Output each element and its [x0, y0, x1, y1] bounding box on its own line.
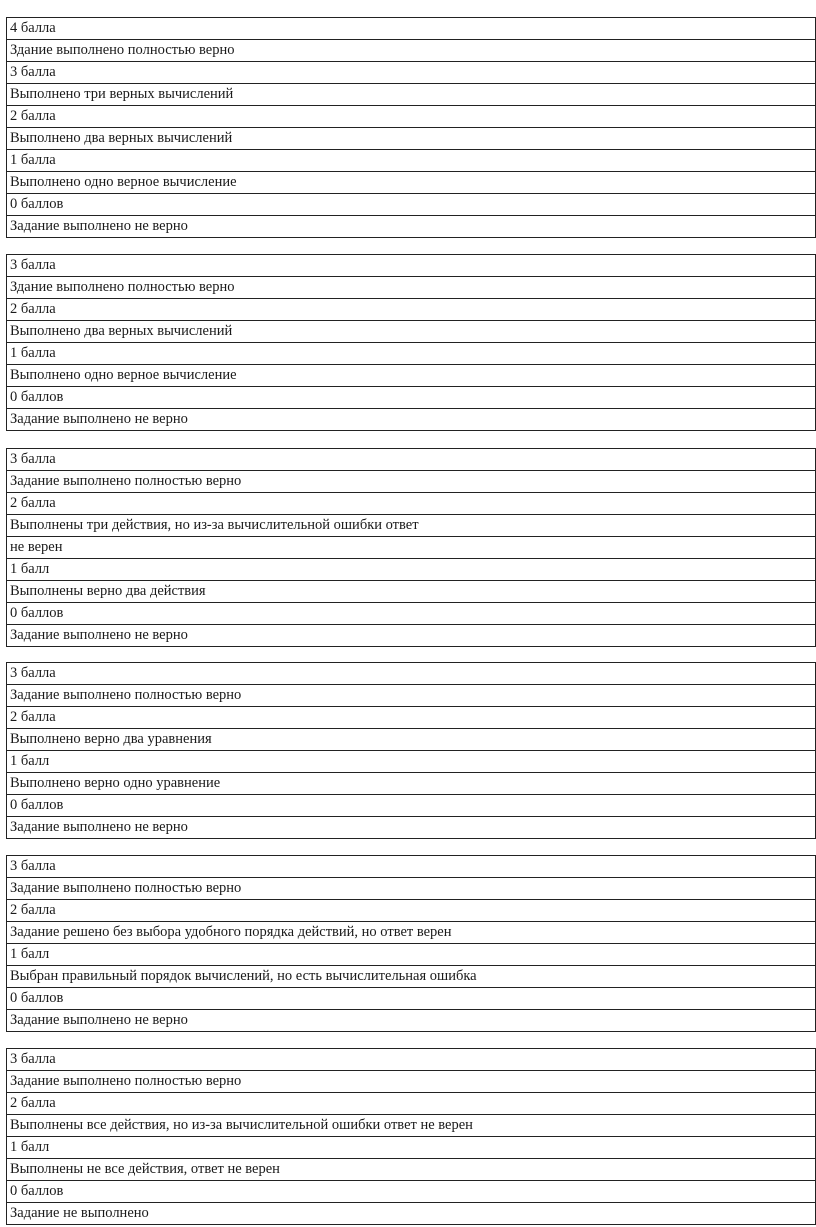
score-row: 3 балла	[7, 255, 815, 277]
score-row: 3 балла	[7, 62, 815, 84]
criterion-row: Задание выполнено не верно	[10, 1012, 188, 1028]
score-row: 2 балла	[7, 1093, 815, 1115]
criterion-row: Задание не выполнено	[10, 1205, 149, 1221]
score-row: 1 балла	[7, 150, 815, 172]
criterion-row: Выполнено верно одно уравнение	[7, 773, 815, 795]
criterion-row: Выполнено три верных вычислений	[7, 84, 815, 106]
criterion-row: Задание выполнено полностью верно	[7, 1071, 815, 1093]
grading-table-3	[6, 448, 816, 647]
criterion-row: Выполнено два верных вычислений	[7, 321, 815, 343]
score-row: 3 балла	[7, 449, 815, 471]
criterion-row: Задание выполнено не верно	[10, 218, 188, 234]
grading-table-1	[6, 17, 816, 238]
grading-table-5	[6, 855, 816, 1032]
score-row: 1 балл	[7, 751, 815, 773]
criterion-row: Выполнены три действия, но из-за вычислительной ошибки ответ	[7, 515, 815, 537]
criterion-row: Здание выполнено полностью верно	[7, 40, 815, 62]
score-row: 3 балла	[7, 663, 815, 685]
criterion-row: Выполнено верно два уравнения	[7, 729, 815, 751]
criterion-row: Задание выполнено полностью верно	[7, 878, 815, 900]
criterion-row: Выполнено одно верное вычисление	[7, 172, 815, 194]
score-row: 4 балла	[7, 18, 815, 40]
grading-table-6	[6, 1048, 816, 1225]
score-row: 0 баллов	[7, 603, 815, 625]
score-row: 2 балла	[7, 299, 815, 321]
score-row: 2 балла	[7, 900, 815, 922]
criterion-row: Задание решено без выбора удобного порядка действий, но ответ верен	[7, 922, 815, 944]
grading-table-2	[6, 254, 816, 431]
score-row: 2 балла	[7, 493, 815, 515]
score-row: 0 баллов	[7, 795, 815, 817]
criterion-row: Выбран правильный порядок вычислений, но есть вычислительная ошибка	[7, 966, 815, 988]
criterion-row: Задание выполнено полностью верно	[7, 471, 815, 493]
criterion-row: Задание выполнено полностью верно	[7, 685, 815, 707]
score-row: 0 баллов	[7, 988, 815, 1010]
score-row: 2 балла	[7, 106, 815, 128]
score-row: 1 балла	[7, 343, 815, 365]
criterion-row: Задание выполнено не верно	[10, 411, 188, 427]
score-row: 0 баллов	[7, 387, 815, 409]
criterion-row-continued: не верен	[7, 537, 815, 559]
criterion-row: Выполнены верно два действия	[7, 581, 815, 603]
score-row: 1 балл	[7, 1137, 815, 1159]
criterion-row: Задание выполнено не верно	[10, 627, 188, 643]
criterion-row: Выполнены не все действия, ответ не верен	[7, 1159, 815, 1181]
score-row: 3 балла	[7, 856, 815, 878]
score-row: 1 балл	[7, 944, 815, 966]
score-row: 0 баллов	[7, 194, 815, 216]
criterion-row: Выполнены все действия, но из-за вычислительной ошибки ответ не верен	[7, 1115, 815, 1137]
criterion-row: Выполнено одно верное вычисление	[7, 365, 815, 387]
score-row: 0 баллов	[7, 1181, 815, 1203]
score-row: 2 балла	[7, 707, 815, 729]
score-row: 3 балла	[7, 1049, 815, 1071]
score-row: 1 балл	[7, 559, 815, 581]
criterion-row: Выполнено два верных вычислений	[7, 128, 815, 150]
grading-table-4	[6, 662, 816, 839]
criterion-row: Задание выполнено не верно	[10, 819, 188, 835]
criterion-row: Здание выполнено полностью верно	[7, 277, 815, 299]
